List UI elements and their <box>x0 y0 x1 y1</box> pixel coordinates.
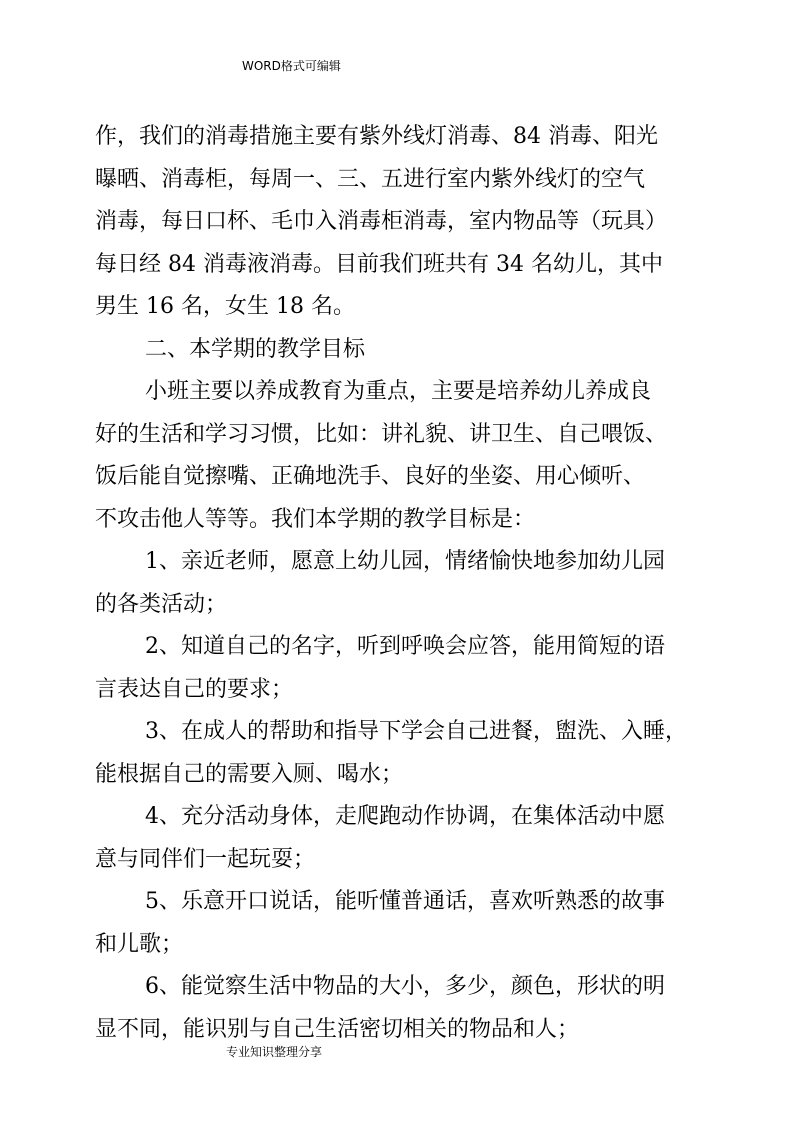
goal-item-continuation: 意与同伴们一起玩耍； <box>95 846 316 872</box>
goal-item-continuation: 能根据自己的需要入厕、喝水； <box>95 761 404 787</box>
body-line: 小班主要以养成教育为重点，主要是培养幼儿养成良 <box>145 379 652 404</box>
document-body <box>95 116 705 1051</box>
page-footer: 专业知识整理分享 <box>226 1045 323 1059</box>
goal-item: 2、知道自己的名字，听到呼唤会应答，能用简短的语 <box>145 634 665 659</box>
goal-item: 1、亲近老师，愿意上幼儿园，情绪愉快地参加幼儿园 <box>145 549 665 574</box>
body-line: 消毒，每日口杯、毛巾入消毒柜消毒，室内物品等（玩具） <box>95 209 668 234</box>
body-line: 饭后能自觉擦嘴、正确地洗手、良好的坐姿、用心倾听、 <box>95 464 646 489</box>
body-line: 作，我们的消毒措施主要有紫外线灯消毒、84 消毒、阳光 <box>95 124 658 149</box>
goal-item-continuation: 的各类活动； <box>95 591 228 617</box>
body-line: 好的生活和学习习惯，比如：讲礼貌、讲卫生、自己喂饭、 <box>95 421 668 447</box>
goal-item-continuation: 和儿歌； <box>95 931 184 957</box>
body-line: 每日经 84 消毒液消毒。目前我们班共有 34 名幼儿，其中 <box>95 251 663 277</box>
goal-item-continuation: 言表达自己的要求； <box>95 676 294 702</box>
body-line: 曝晒、消毒柜，每周一、三、五进行室内紫外线灯的空气 <box>95 166 646 192</box>
goal-item: 5、乐意开口说话，能听懂普通话，喜欢听熟悉的故事 <box>145 889 665 914</box>
goal-item: 6、能觉察生活中物品的大小，多少，颜色，形状的明 <box>145 974 665 999</box>
body-line: 不攻击他人等等。我们本学期的教学目标是： <box>95 506 536 532</box>
section-heading: 二、本学期的教学目标 <box>145 336 366 362</box>
body-line: 男生 16 名，女生 18 名。 <box>95 294 355 319</box>
goal-item-continuation: 显不同，能识别与自己生活密切相关的物品和人； <box>95 1016 580 1042</box>
goal-item: 3、在成人的帮助和指导下学会自己进餐，盥洗、入睡， <box>145 719 687 744</box>
page-header: WORD格式可编辑 <box>242 59 341 73</box>
goal-item: 4、充分活动身体，走爬跑动作协调，在集体活动中愿 <box>145 804 665 829</box>
